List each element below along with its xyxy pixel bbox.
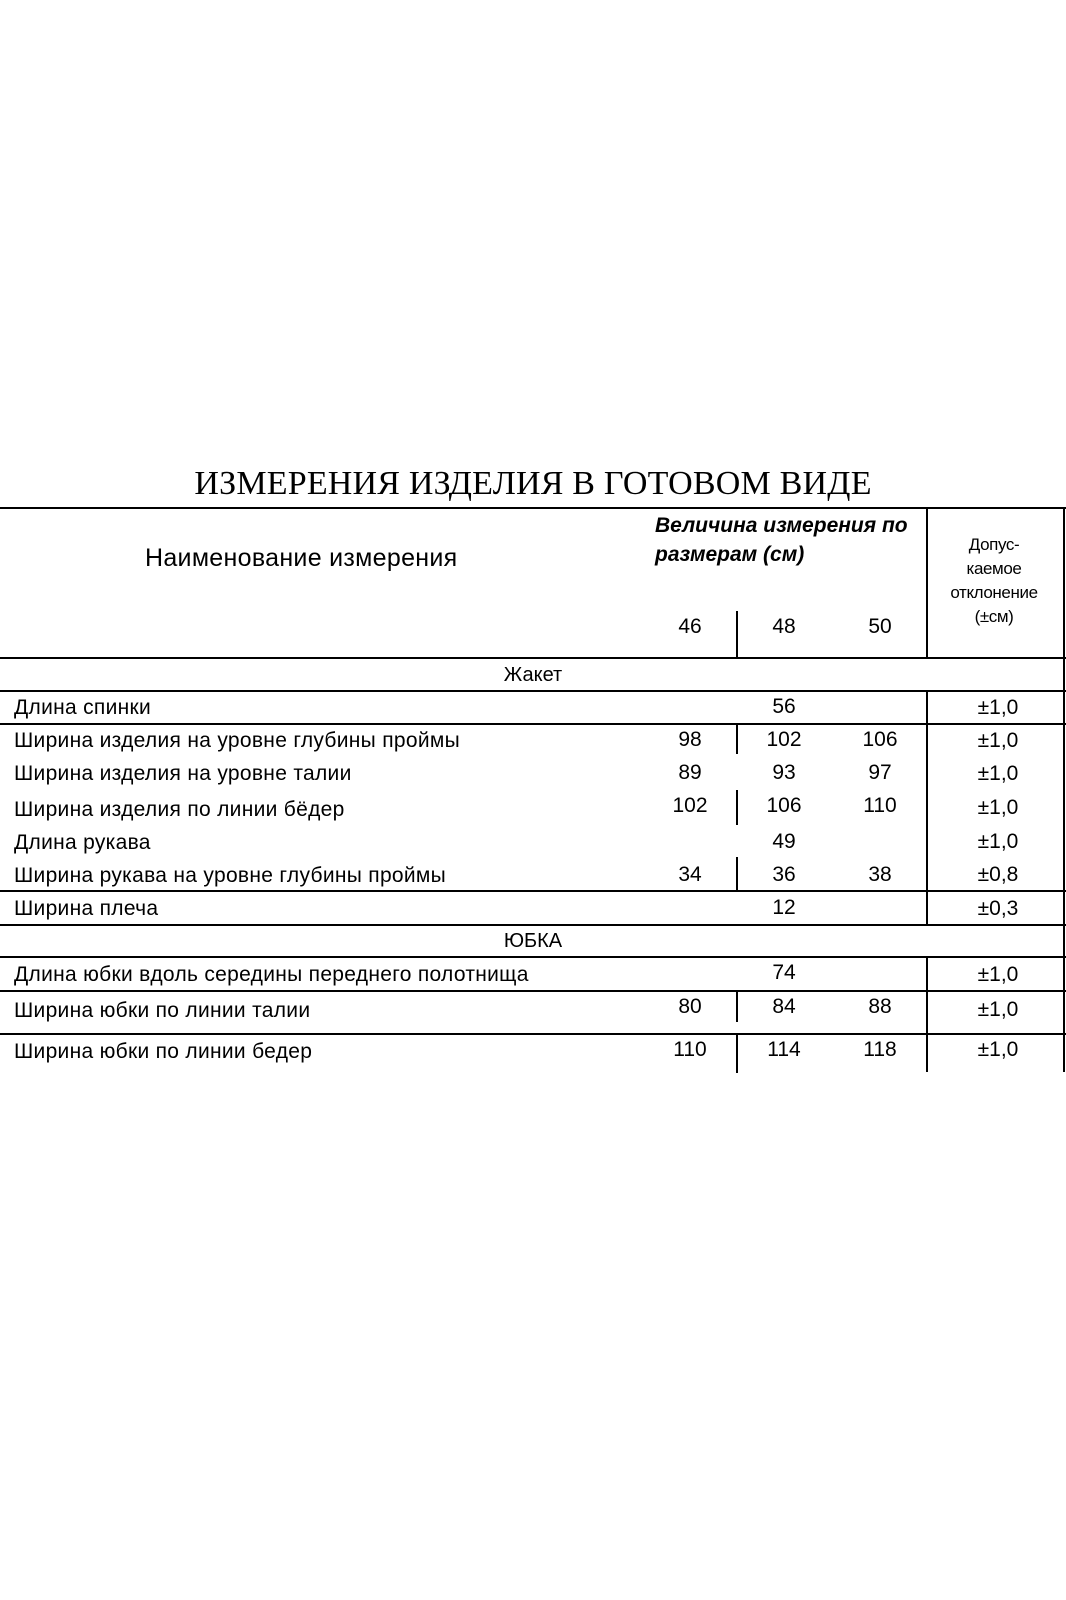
row-name: Ширина изделия на уровне талии: [14, 762, 352, 785]
row-value: 34: [678, 863, 702, 886]
row-value: 88: [868, 995, 892, 1018]
size-header-48: 48: [772, 615, 796, 638]
row-tolerance: ±1,0: [977, 1038, 1019, 1061]
row-tolerance: ±1,0: [977, 762, 1019, 785]
row-tolerance: ±1,0: [977, 963, 1019, 986]
row-name: Длина спинки: [14, 696, 152, 719]
tolerance-col-border: [926, 690, 928, 924]
row-value: 56: [772, 695, 796, 718]
row-name: Длина рукава: [14, 831, 151, 854]
row-divider: [0, 990, 1066, 992]
row-tolerance: ±1,0: [977, 998, 1019, 1021]
row-value: 114: [767, 1038, 801, 1061]
size-col-divider: [736, 790, 738, 825]
row-value: 93: [772, 761, 796, 784]
row-value: 110: [673, 1038, 707, 1061]
row-value: 106: [862, 728, 898, 751]
row-name: Длина юбки вдоль середины переднего полотнища: [14, 963, 529, 986]
row-name: Ширина юбки по линии бедер: [14, 1040, 313, 1063]
section-jacket-border: [0, 690, 1066, 692]
header-tolerance-line: каемое: [966, 559, 1022, 578]
row-value: 106: [766, 794, 802, 817]
table-title: ИЗМЕРЕНИЯ ИЗДЕЛИЯ В ГОТОВОМ ВИДЕ: [194, 465, 872, 502]
row-value: 49: [772, 830, 796, 853]
tolerance-col-border: [926, 956, 928, 1072]
header-tolerance-line: отклонение: [950, 583, 1038, 602]
row-tolerance: ±1,0: [977, 796, 1019, 819]
size-col-divider: [736, 1033, 738, 1073]
row-divider: [0, 723, 1066, 725]
row-value: 89: [678, 761, 702, 784]
row-divider: [0, 924, 1066, 926]
row-tolerance: ±0,3: [977, 897, 1019, 920]
row-value: 38: [868, 863, 892, 886]
row-divider: [0, 890, 1066, 892]
row-tolerance: ±1,0: [977, 830, 1019, 853]
row-value: 80: [678, 995, 702, 1018]
size-col-divider: [736, 723, 738, 754]
row-value: 110: [863, 794, 897, 817]
row-value: 118: [863, 1038, 897, 1061]
row-name: Ширина изделия по линии бёдер: [14, 798, 345, 821]
row-value: 36: [772, 863, 796, 886]
header-sizes-column: Величина измерения по размерам (см): [655, 514, 908, 566]
row-value: 98: [678, 728, 702, 751]
row-name: Ширина изделия на уровне глубины проймы: [14, 729, 460, 752]
row-tolerance: ±0,8: [977, 863, 1019, 886]
header-tolerance-line: (±см): [974, 607, 1014, 626]
size-header-50: 50: [868, 615, 892, 638]
row-value: 97: [868, 761, 892, 784]
header-bottom-border: [0, 657, 1066, 659]
row-name: Ширина плеча: [14, 897, 159, 920]
tolerance-col-border: [926, 507, 928, 658]
row-value: 102: [672, 794, 708, 817]
size-col-divider: [736, 611, 738, 658]
row-value: 12: [772, 896, 796, 919]
row-value: 102: [766, 728, 802, 751]
section-skirt-border: [0, 956, 1066, 958]
section-title-jacket: Жакет: [503, 664, 563, 686]
row-tolerance: ±1,0: [977, 729, 1019, 752]
header-tolerance-line: Допус-: [968, 535, 1020, 554]
right-border: [1063, 507, 1065, 1072]
size-col-divider: [736, 990, 738, 1022]
row-tolerance: ±1,0: [977, 696, 1019, 719]
size-col-divider: [736, 857, 738, 890]
header-tolerance-column: [930, 533, 1058, 629]
row-name: Ширина юбки по линии талии: [14, 999, 311, 1022]
header-name-column: Наименование измерения: [145, 544, 458, 572]
section-title-skirt: ЮБКА: [503, 930, 563, 952]
row-name: Ширина рукава на уровне глубины проймы: [14, 864, 447, 887]
size-header-46: 46: [678, 615, 702, 638]
row-value: 74: [772, 961, 796, 984]
row-value: 84: [772, 995, 796, 1018]
table-top-border: [0, 507, 1066, 509]
row-divider: [0, 1033, 1066, 1035]
